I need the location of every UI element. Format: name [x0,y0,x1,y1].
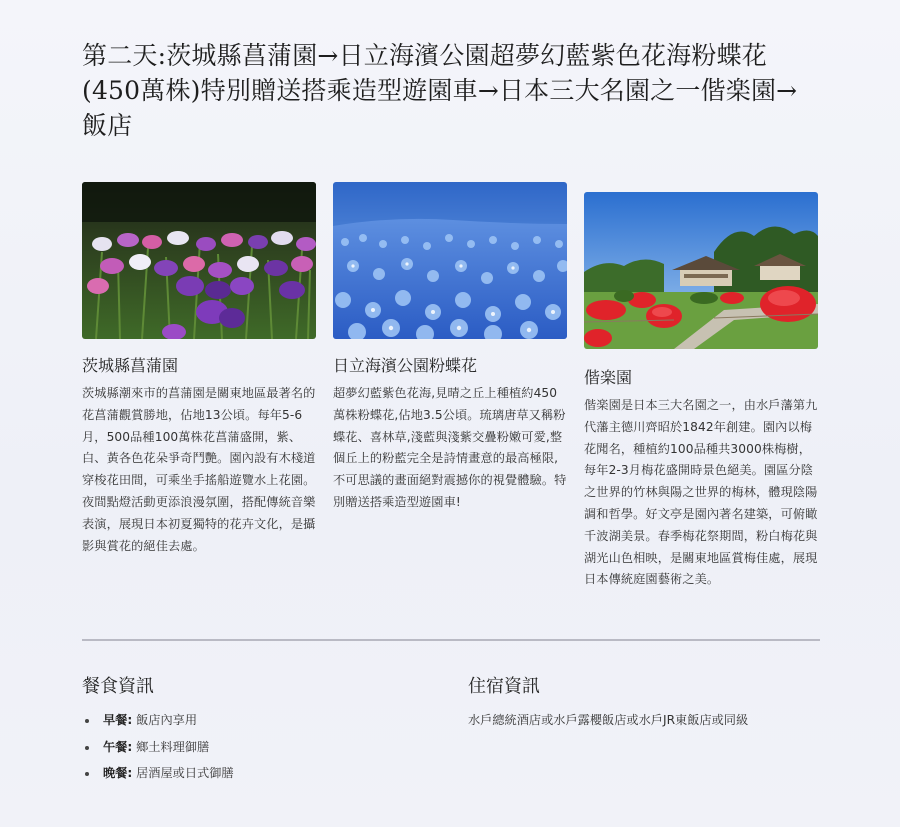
attraction-description: 茨城縣潮來市的菖蒲園是關東地區最著名的花菖蒲觀賞勝地，佔地13公頃。每年5-6月，500品種100萬株花菖蒲盛開，紫、白、黃各色花朵爭奇鬥艷。園內設有木棧道穿梭花田間，可乘坐手搖船遊覽水上花園。夜間點燈活動更添浪漫氛圍，搭配傳統音樂表演，展現日本初夏獨特的花卉文化，是攝影與賞花的絕佳去處。 [82,386,316,553]
attraction-title: 日立海濱公園粉蝶花 [333,356,478,375]
meal-value: 飯店內享用 [136,713,198,727]
lodging-title: 住宿資訊 [468,676,540,697]
meals-title: 餐食資訊 [82,676,154,697]
meals-section [82,675,442,791]
meal-value: 居酒屋或日式御膳 [136,766,234,780]
meal-label: 晚餐: [103,766,133,780]
attraction-title: 茨城縣菖蒲園 [82,356,179,375]
meal-item-lunch [82,738,442,756]
lodging-section [468,675,828,729]
meal-item-breakfast [82,711,442,729]
meal-value: 鄉土料理御膳 [136,739,210,754]
meal-label: 早餐: [103,713,133,727]
attraction-card [584,182,818,591]
attraction-cards [82,182,822,622]
attraction-description: 偕楽園是日本三大名園之一，由水戶藩第九代藩主德川齊昭於1842年創建。園內以梅花聞名，種植約100品種共3000株梅樹，每年2-3月梅花盛開時景色絕美。園區分陰之世界的竹林與陽之世界的梅林，體現陰陽調和哲學。好文亭是園內著名建築，可俯瞰千波湖美景。春季梅花祭期間，粉白梅花與湖光山色相映，是關東地區賞梅佳處，展現日本傳統庭園藝術之美。 [584,398,818,587]
attraction-title: 偕楽園 [584,368,633,387]
day-title: 第二天:茨城縣菖蒲園→日立海濱公園超夢幻藍紫色花海粉蝶花(450萬株)特別贈送搭乘造型遊園車→日本三大名園之一偕楽園→飯店 [82,41,798,140]
nemophila-field-photo [333,182,567,339]
kairakuen-garden-photo [584,192,818,349]
attraction-card [82,182,316,557]
meal-label: 午餐: [103,739,133,754]
attraction-description: 超夢幻藍紫色花海,見晴之丘上種植約450萬株粉蝶花,佔地3.5公頃。琉璃唐草又稱粉蝶花、喜林草,淺藍與淺紫交疊粉嫩可愛,整個丘上的粉藍完全是詩情畫意的最高極限,不可思議的畫面絕對震撼你的視覺體驗。特別贈送搭乘造型遊園車! [333,386,567,509]
attraction-card [333,182,567,514]
meal-item-dinner [82,764,442,782]
iris-garden-photo [82,182,316,339]
meal-list [82,711,442,782]
itinerary-day [82,38,822,780]
section-divider [82,639,820,641]
lodging-text: 水戶總統酒店或水戶露櫻飯店或水戶JR東飯店或同級 [468,713,749,727]
